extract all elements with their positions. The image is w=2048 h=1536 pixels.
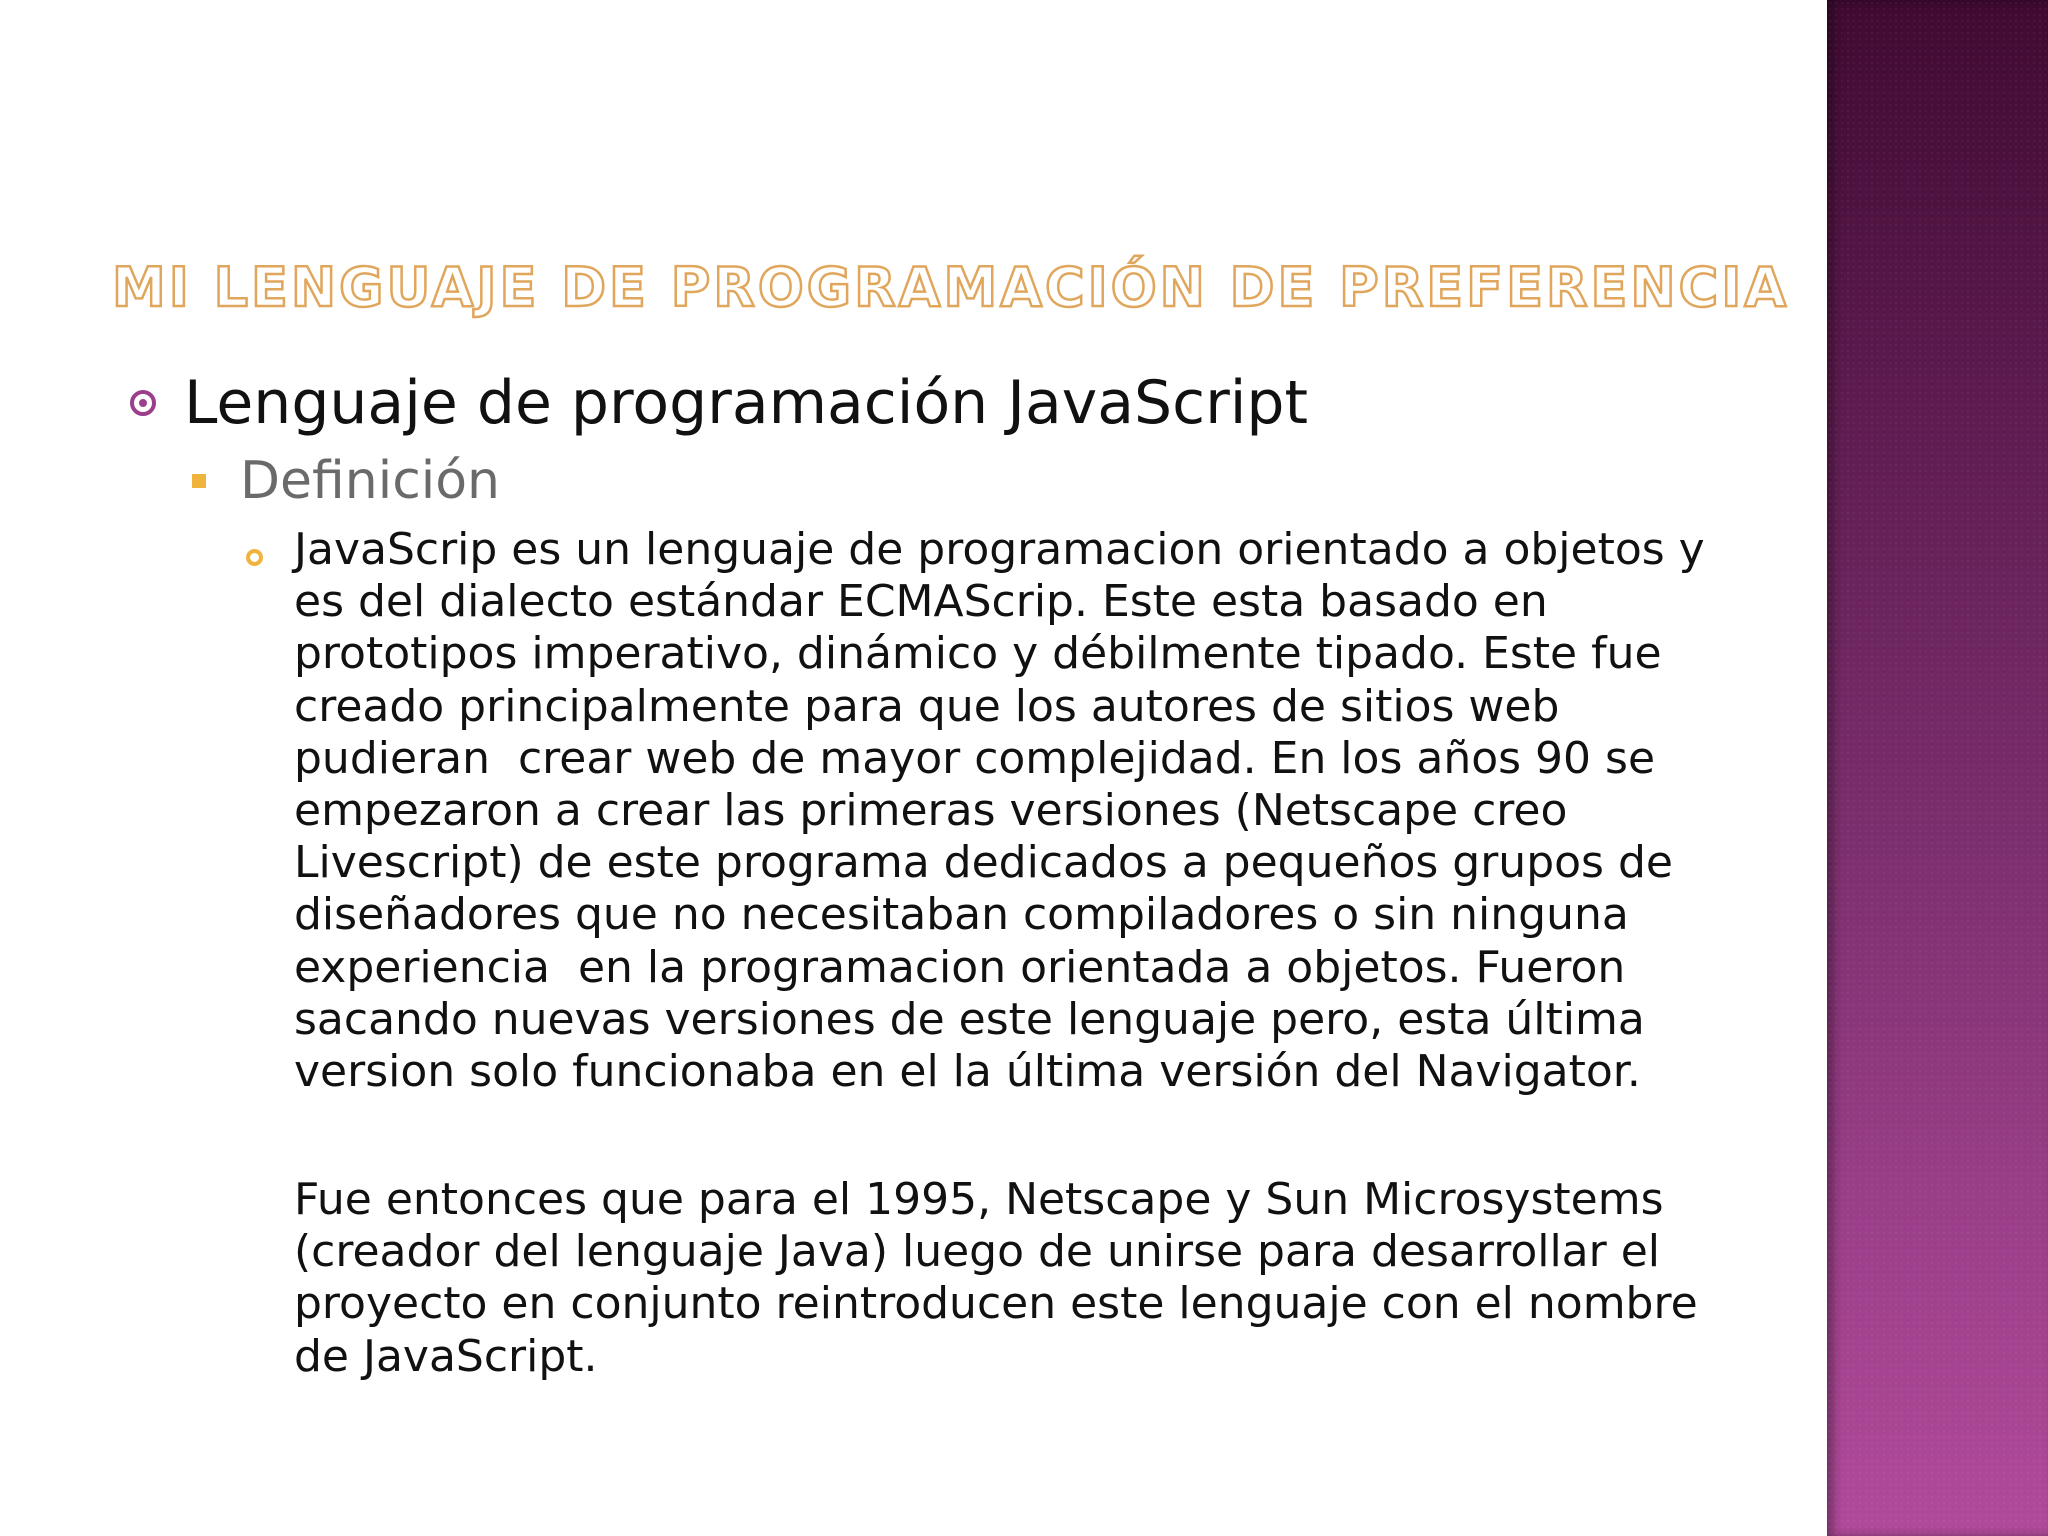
paragraph-line: de JavaScript.: [294, 1330, 598, 1382]
paragraph-line: experiencia en la programacion orientada a objetos. Fueron: [294, 941, 1626, 993]
paragraph-line: proyecto en conjunto reintroducen este lenguaje con el nombre: [294, 1278, 1698, 1330]
circle-dot-bullet-icon: [130, 390, 156, 416]
bullet-level-1-text: Lenguaje de programación JavaScript: [184, 368, 1309, 438]
paragraph-line: version solo funcionaba en el la última versión del Navigator.: [294, 1046, 1641, 1098]
paragraph-line: diseñadores que no necesitaban compiladores o sin ninguna: [294, 889, 1629, 941]
paragraph-line: prototipos imperativo, dinámico y débilmente tipado. Este fue: [294, 628, 1662, 680]
bullet-level-2: [192, 450, 500, 512]
decorative-side-band: [1827, 0, 2048, 1536]
paragraph-line: JavaScrip es un lenguaje de programacion orientado a objetos y: [294, 524, 1705, 575]
bullet-level-2-text: Definición: [240, 451, 500, 511]
ring-bullet-icon: [246, 549, 263, 566]
paragraph-line: sacando nuevas versiones de este lenguaje pero, esta última: [294, 993, 1645, 1045]
bullet-level-1: [130, 368, 1308, 438]
paragraph-line: creado principalmente para que los autores de sitios web: [294, 680, 1560, 732]
paragraph-line: empezaron a crear las primeras versiones (Netscape creo: [294, 785, 1568, 837]
paragraph-line: Fue entonces que para el 1995, Netscape y Sun Microsystems: [294, 1174, 1664, 1225]
square-bullet-icon: [192, 474, 206, 488]
paragraph-line: es del dialecto estándar ECMAScrip. Este esta basado en: [294, 576, 1548, 628]
paragraph-line: pudieran crear web de mayor complejidad. En los años 90 se: [294, 732, 1656, 784]
slide-title: MI LENGUAJE DE PROGRAMACIÓN DE PREFERENCIA: [112, 256, 1790, 319]
paragraph-line: Livescript) de este programa dedicados a pequeños grupos de: [294, 837, 1673, 889]
history-paragraph: [294, 1174, 1714, 1383]
paragraph-line: (creador del lenguaje Java) luego de unirse para desarrollar el: [294, 1226, 1661, 1278]
definition-paragraph: [294, 524, 1714, 1098]
